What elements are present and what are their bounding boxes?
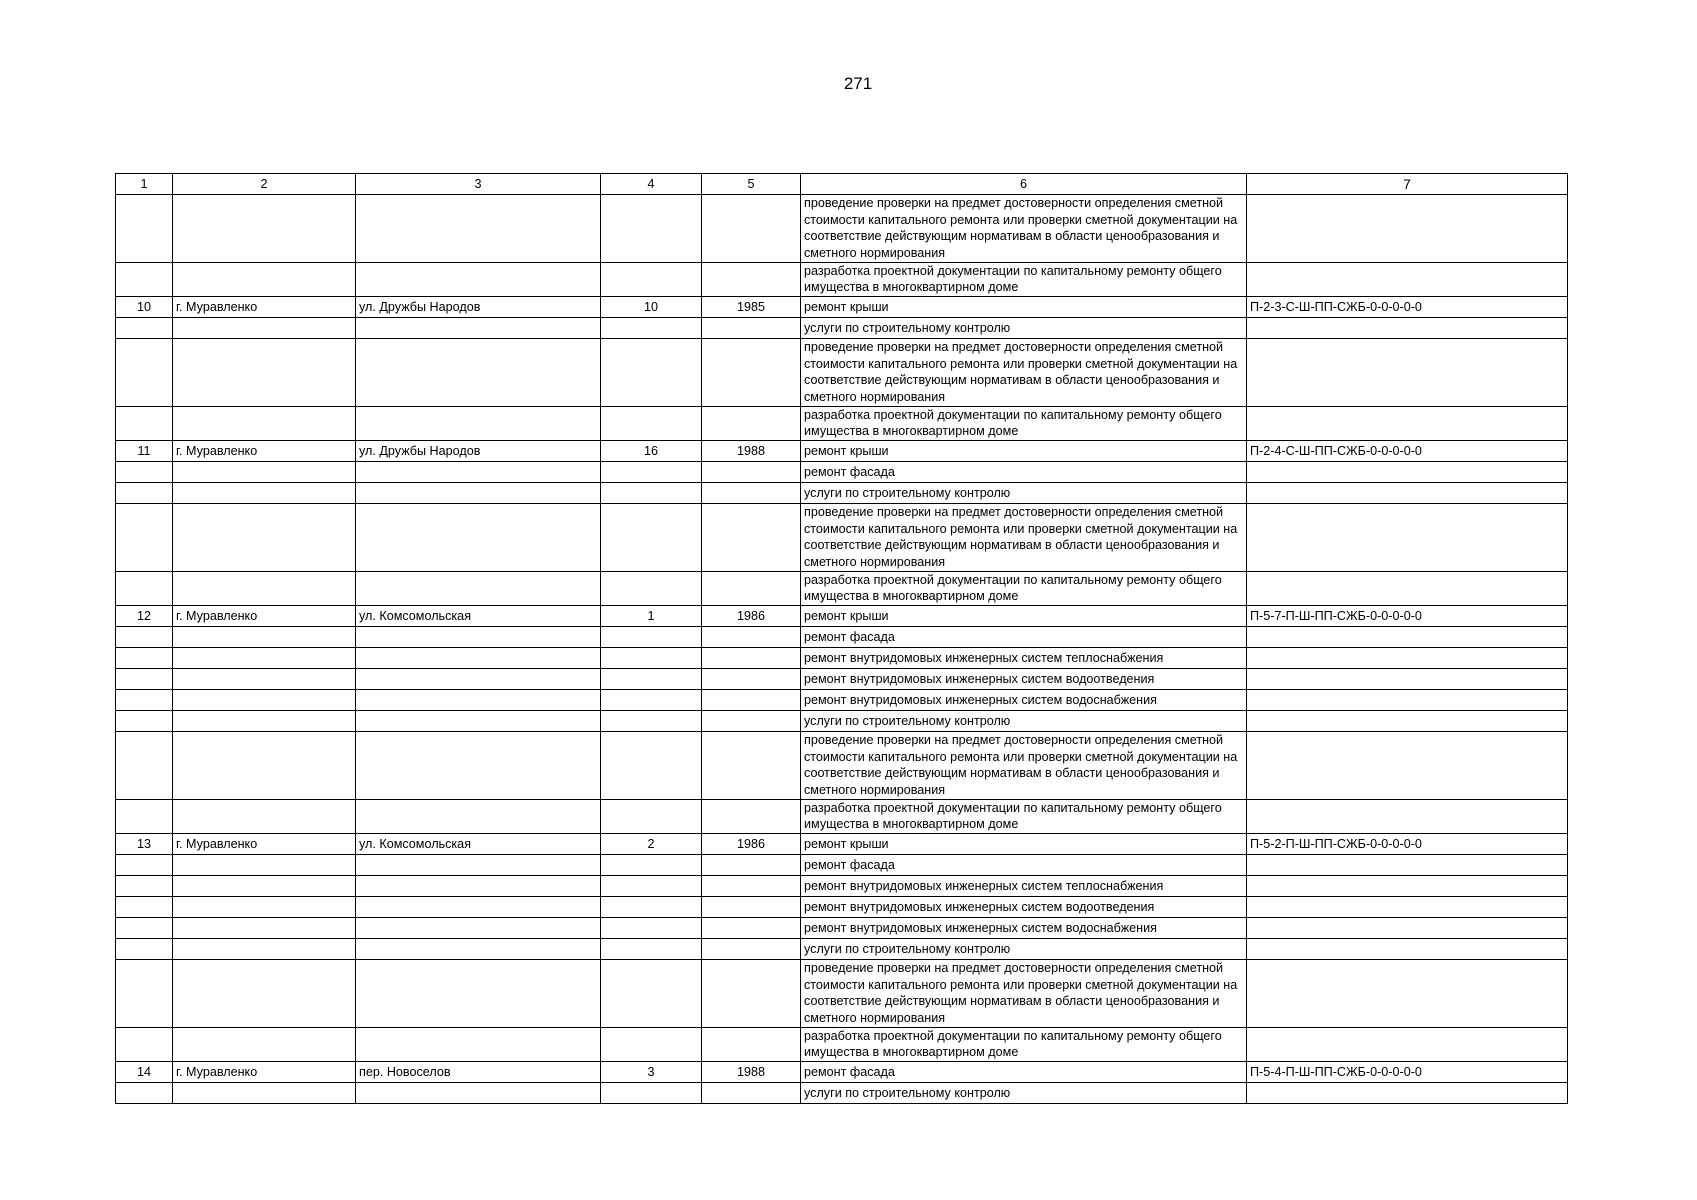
build-year-cell [702, 318, 801, 339]
build-year-cell [702, 732, 801, 800]
street-cell [356, 504, 601, 572]
build-year-cell [702, 669, 801, 690]
build-year-cell: 1986 [702, 834, 801, 855]
city-cell [173, 939, 356, 960]
table-row [116, 690, 1568, 711]
work-type-cell: ремонт крыши [801, 606, 1247, 627]
street-cell [356, 669, 601, 690]
build-year-cell [702, 572, 801, 606]
work-type-cell: ремонт фасада [801, 627, 1247, 648]
row-number-cell [116, 690, 173, 711]
house-code-cell [1247, 572, 1568, 606]
row-number-cell: 14 [116, 1062, 173, 1083]
work-type-cell: услуги по строительному контролю [801, 318, 1247, 339]
build-year-cell [702, 627, 801, 648]
house-number-cell [601, 1083, 702, 1104]
city-cell [173, 669, 356, 690]
row-number-cell [116, 732, 173, 800]
table-row [116, 800, 1568, 834]
house-number-cell [601, 462, 702, 483]
build-year-cell [702, 918, 801, 939]
work-type-cell: услуги по строительному контролю [801, 711, 1247, 732]
house-number-cell [601, 876, 702, 897]
house-number-cell [601, 897, 702, 918]
house-number-cell [601, 711, 702, 732]
house-code-cell: П-5-4-П-Ш-ПП-СЖБ-0-0-0-0-0 [1247, 1062, 1568, 1083]
row-number-cell: 10 [116, 297, 173, 318]
build-year-cell [702, 483, 801, 504]
build-year-cell [702, 263, 801, 297]
row-number-cell [116, 462, 173, 483]
house-number-cell [601, 627, 702, 648]
house-code-cell: П-2-3-С-Ш-ПП-СЖБ-0-0-0-0-0 [1247, 297, 1568, 318]
house-number-cell [601, 690, 702, 711]
street-cell [356, 897, 601, 918]
city-cell [173, 462, 356, 483]
row-number-cell [116, 669, 173, 690]
house-number-cell: 3 [601, 1062, 702, 1083]
street-cell [356, 318, 601, 339]
build-year-cell [702, 648, 801, 669]
house-number-cell: 1 [601, 606, 702, 627]
work-type-cell: разработка проектной документации по капитальному ремонту общего имущества в многоквартирном доме [801, 800, 1247, 834]
table-row [116, 648, 1568, 669]
row-number-cell [116, 504, 173, 572]
house-number-cell [601, 263, 702, 297]
work-type-cell: услуги по строительному контролю [801, 483, 1247, 504]
street-cell [356, 690, 601, 711]
work-type-cell: проведение проверки на предмет достоверности определения сметной стоимости капитального ремонта или проверки сметной документации на соответствие действующим нормативам в области ценообразования и сметного нормирования [801, 732, 1247, 800]
house-code-cell [1247, 669, 1568, 690]
build-year-cell [702, 800, 801, 834]
build-year-cell [702, 195, 801, 263]
house-number-cell [601, 960, 702, 1028]
build-year-cell [702, 407, 801, 441]
house-number-cell [601, 195, 702, 263]
work-type-cell: ремонт внутридомовых инженерных систем водоснабжения [801, 690, 1247, 711]
table-row [116, 297, 1568, 318]
build-year-cell: 1988 [702, 441, 801, 462]
city-cell [173, 195, 356, 263]
row-number-cell [116, 939, 173, 960]
work-type-cell: проведение проверки на предмет достоверности определения сметной стоимости капитального ремонта или проверки сметной документации на соответствие действующим нормативам в области ценообразования и сметного нормирования [801, 339, 1247, 407]
street-cell: ул. Комсомольская [356, 834, 601, 855]
row-number-cell [116, 195, 173, 263]
street-cell [356, 263, 601, 297]
row-number-cell [116, 627, 173, 648]
table-row [116, 318, 1568, 339]
house-number-cell: 2 [601, 834, 702, 855]
street-cell [356, 648, 601, 669]
row-number-cell: 13 [116, 834, 173, 855]
table-row [116, 504, 1568, 572]
city-cell [173, 483, 356, 504]
work-type-cell: ремонт внутридомовых инженерных систем водоснабжения [801, 918, 1247, 939]
row-number-cell [116, 572, 173, 606]
row-number-cell [116, 897, 173, 918]
work-type-cell: разработка проектной документации по капитальному ремонту общего имущества в многоквартирном доме [801, 572, 1247, 606]
city-cell: г. Муравленко [173, 834, 356, 855]
build-year-cell [702, 1083, 801, 1104]
house-code-cell [1247, 1028, 1568, 1062]
street-cell: пер. Новоселов [356, 1062, 601, 1083]
house-number-cell [601, 648, 702, 669]
row-number-cell [116, 407, 173, 441]
row-number-cell [116, 483, 173, 504]
house-number-cell [601, 407, 702, 441]
work-type-cell: разработка проектной документации по капитальному ремонту общего имущества в многоквартирном доме [801, 1028, 1247, 1062]
row-number-cell [116, 960, 173, 1028]
house-code-cell [1247, 627, 1568, 648]
house-code-cell [1247, 939, 1568, 960]
column-number-header-row [116, 174, 1568, 195]
work-type-cell: ремонт внутридомовых инженерных систем водоотведения [801, 669, 1247, 690]
row-number-cell [116, 876, 173, 897]
city-cell [173, 897, 356, 918]
row-number-cell [116, 1028, 173, 1062]
house-code-cell: П-2-4-С-Ш-ПП-СЖБ-0-0-0-0-0 [1247, 441, 1568, 462]
table-row [116, 669, 1568, 690]
city-cell [173, 1083, 356, 1104]
house-code-cell [1247, 876, 1568, 897]
table-row [116, 1083, 1568, 1104]
street-cell [356, 1028, 601, 1062]
build-year-cell [702, 690, 801, 711]
house-code-cell [1247, 462, 1568, 483]
house-code-cell [1247, 800, 1568, 834]
city-cell [173, 960, 356, 1028]
work-type-cell: ремонт крыши [801, 297, 1247, 318]
house-number-cell [601, 800, 702, 834]
city-cell: г. Муравленко [173, 606, 356, 627]
table-row [116, 339, 1568, 407]
city-cell [173, 800, 356, 834]
row-number-cell [116, 263, 173, 297]
work-type-cell: разработка проектной документации по капитальному ремонту общего имущества в многоквартирном доме [801, 263, 1247, 297]
work-type-cell: ремонт крыши [801, 834, 1247, 855]
build-year-cell: 1988 [702, 1062, 801, 1083]
row-number-cell: 12 [116, 606, 173, 627]
street-cell [356, 1083, 601, 1104]
build-year-cell [702, 960, 801, 1028]
house-number-cell [601, 339, 702, 407]
row-number-cell [116, 339, 173, 407]
work-type-cell: проведение проверки на предмет достоверности определения сметной стоимости капитального ремонта или проверки сметной документации на соответствие действующим нормативам в области ценообразования и сметного нормирования [801, 195, 1247, 263]
house-code-cell [1247, 648, 1568, 669]
city-cell: г. Муравленко [173, 1062, 356, 1083]
work-type-cell: ремонт внутридомовых инженерных систем теплоснабжения [801, 876, 1247, 897]
city-cell [173, 407, 356, 441]
house-code-cell [1247, 690, 1568, 711]
column-header: 2 [173, 174, 356, 195]
house-code-cell [1247, 339, 1568, 407]
work-type-cell: ремонт фасада [801, 1062, 1247, 1083]
street-cell [356, 939, 601, 960]
street-cell [356, 711, 601, 732]
house-number-cell [601, 855, 702, 876]
house-number-cell [601, 504, 702, 572]
house-number-cell: 10 [601, 297, 702, 318]
build-year-cell: 1985 [702, 297, 801, 318]
work-type-cell: ремонт крыши [801, 441, 1247, 462]
street-cell [356, 855, 601, 876]
street-cell [356, 407, 601, 441]
house-code-cell [1247, 918, 1568, 939]
build-year-cell [702, 339, 801, 407]
row-number-cell [116, 855, 173, 876]
street-cell [356, 483, 601, 504]
column-header: 4 [601, 174, 702, 195]
house-number-cell [601, 483, 702, 504]
house-number-cell [601, 939, 702, 960]
street-cell [356, 732, 601, 800]
table-row [116, 711, 1568, 732]
build-year-cell [702, 939, 801, 960]
street-cell [356, 462, 601, 483]
repair-program-table [115, 173, 1568, 1104]
city-cell [173, 690, 356, 711]
house-code-cell [1247, 195, 1568, 263]
house-code-cell: П-5-7-П-Ш-ПП-СЖБ-0-0-0-0-0 [1247, 606, 1568, 627]
row-number-cell [116, 711, 173, 732]
row-number-cell [116, 1083, 173, 1104]
street-cell [356, 339, 601, 407]
house-code-cell [1247, 711, 1568, 732]
table-row [116, 1028, 1568, 1062]
city-cell [173, 572, 356, 606]
row-number-cell [116, 800, 173, 834]
column-header: 5 [702, 174, 801, 195]
work-type-cell: услуги по строительному контролю [801, 1083, 1247, 1104]
table-row [116, 1062, 1568, 1083]
build-year-cell [702, 855, 801, 876]
house-code-cell [1247, 407, 1568, 441]
row-number-cell [116, 318, 173, 339]
city-cell [173, 627, 356, 648]
row-number-cell [116, 918, 173, 939]
city-cell: г. Муравленко [173, 297, 356, 318]
street-cell [356, 572, 601, 606]
house-code-cell [1247, 1083, 1568, 1104]
work-type-cell: разработка проектной документации по капитальному ремонту общего имущества в многоквартирном доме [801, 407, 1247, 441]
house-code-cell: П-5-2-П-Ш-ПП-СЖБ-0-0-0-0-0 [1247, 834, 1568, 855]
work-type-cell: ремонт фасада [801, 855, 1247, 876]
street-cell [356, 195, 601, 263]
table-row [116, 407, 1568, 441]
house-number-cell: 16 [601, 441, 702, 462]
city-cell [173, 1028, 356, 1062]
city-cell [173, 918, 356, 939]
table-row [116, 606, 1568, 627]
build-year-cell [702, 897, 801, 918]
column-header: 6 [801, 174, 1247, 195]
city-cell [173, 318, 356, 339]
house-code-cell [1247, 897, 1568, 918]
table-row [116, 834, 1568, 855]
table-row [116, 627, 1568, 648]
house-number-cell [601, 669, 702, 690]
house-number-cell [601, 732, 702, 800]
table-row [116, 441, 1568, 462]
house-number-cell [601, 318, 702, 339]
table-row [116, 918, 1568, 939]
work-type-cell: ремонт внутридомовых инженерных систем теплоснабжения [801, 648, 1247, 669]
page-number: 271 [843, 74, 873, 93]
build-year-cell [702, 504, 801, 572]
work-type-cell: услуги по строительному контролю [801, 939, 1247, 960]
work-type-cell: ремонт внутридомовых инженерных систем водоотведения [801, 897, 1247, 918]
house-code-cell [1247, 504, 1568, 572]
street-cell [356, 627, 601, 648]
city-cell [173, 339, 356, 407]
city-cell [173, 876, 356, 897]
street-cell [356, 800, 601, 834]
house-number-cell [601, 918, 702, 939]
work-type-cell: проведение проверки на предмет достоверности определения сметной стоимости капитального ремонта или проверки сметной документации на соответствие действующим нормативам в области ценообразования и сметного нормирования [801, 960, 1247, 1028]
column-header: 1 [116, 174, 173, 195]
table-row [116, 195, 1568, 263]
street-cell [356, 876, 601, 897]
house-code-cell [1247, 263, 1568, 297]
house-code-cell [1247, 483, 1568, 504]
build-year-cell: 1986 [702, 606, 801, 627]
house-code-cell [1247, 855, 1568, 876]
table-row [116, 263, 1568, 297]
table-row [116, 483, 1568, 504]
table-row [116, 732, 1568, 800]
table-row [116, 855, 1568, 876]
column-header: 7 [1247, 174, 1568, 195]
city-cell [173, 732, 356, 800]
city-cell [173, 855, 356, 876]
table-row [116, 960, 1568, 1028]
table-row [116, 572, 1568, 606]
build-year-cell [702, 1028, 801, 1062]
street-cell: ул. Дружбы Народов [356, 441, 601, 462]
build-year-cell [702, 876, 801, 897]
table-row [116, 939, 1568, 960]
house-code-cell [1247, 960, 1568, 1028]
house-number-cell [601, 572, 702, 606]
house-number-cell [601, 1028, 702, 1062]
row-number-cell: 11 [116, 441, 173, 462]
table-row [116, 876, 1568, 897]
build-year-cell [702, 462, 801, 483]
work-type-cell: проведение проверки на предмет достоверности определения сметной стоимости капитального ремонта или проверки сметной документации на соответствие действующим нормативам в области ценообразования и сметного нормирования [801, 504, 1247, 572]
row-number-cell [116, 648, 173, 669]
city-cell [173, 711, 356, 732]
city-cell [173, 504, 356, 572]
column-header: 3 [356, 174, 601, 195]
house-code-cell [1247, 318, 1568, 339]
street-cell: ул. Дружбы Народов [356, 297, 601, 318]
table-row [116, 462, 1568, 483]
city-cell [173, 263, 356, 297]
house-code-cell [1247, 732, 1568, 800]
street-cell [356, 918, 601, 939]
work-type-cell: ремонт фасада [801, 462, 1247, 483]
street-cell [356, 960, 601, 1028]
build-year-cell [702, 711, 801, 732]
street-cell: ул. Комсомольская [356, 606, 601, 627]
city-cell [173, 648, 356, 669]
city-cell: г. Муравленко [173, 441, 356, 462]
table-row [116, 897, 1568, 918]
